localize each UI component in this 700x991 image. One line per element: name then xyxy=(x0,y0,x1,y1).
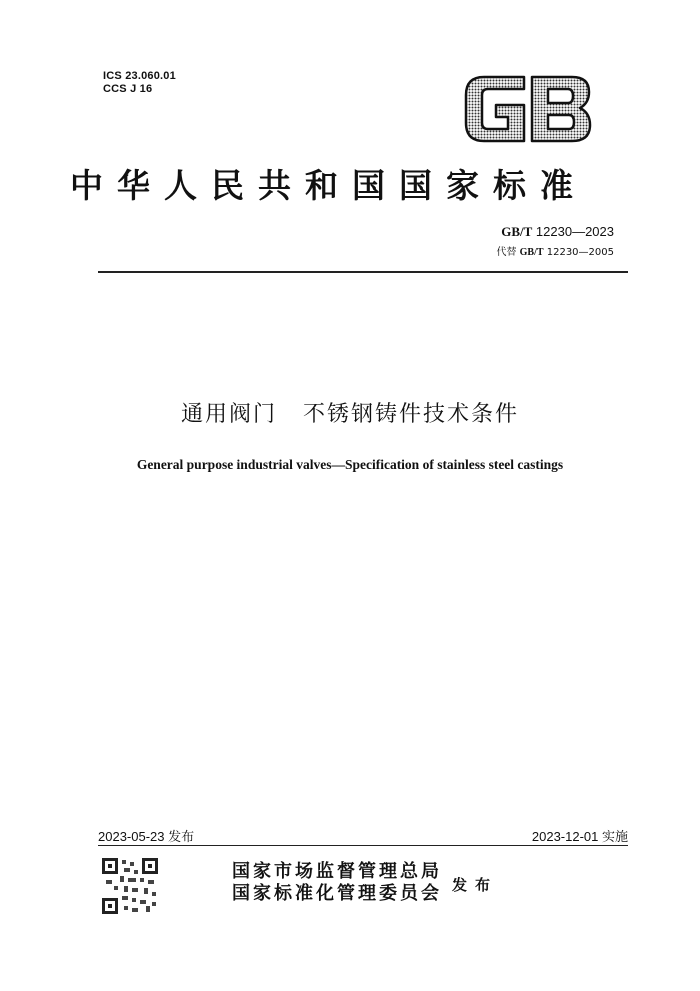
replace-prefix: GB/T xyxy=(519,247,544,258)
bottom-divider xyxy=(98,845,628,846)
title-cn-part2: 不锈钢铸件技术条件 xyxy=(303,402,520,427)
gb-logo-icon xyxy=(462,73,594,145)
replace-number: 12230—2005 xyxy=(546,247,614,258)
title-cn-part1: 通用阀门 xyxy=(180,402,277,427)
title-english: General purpose industrial valves—Specification of stainless steel castings xyxy=(136,457,564,472)
issuer-samr: 国家市场监督管理总局 xyxy=(232,861,442,882)
standard-code xyxy=(501,224,614,240)
qr-code-icon xyxy=(102,858,158,914)
replaced-standard xyxy=(496,243,614,258)
issuing-authorities xyxy=(232,861,442,905)
issuer-sac: 国家标准化管理委员会 xyxy=(232,883,442,904)
classification-codes xyxy=(103,70,176,96)
replace-label: 代替 xyxy=(496,247,517,258)
standard-code-number: 12230—2023 xyxy=(535,224,614,239)
ics-code: ICS 23.060.01 xyxy=(103,70,176,82)
title-chinese xyxy=(0,397,700,428)
implement-date: 2023-12-01 实施 xyxy=(531,829,628,844)
publish-date: 2023-05-23 发布 xyxy=(98,829,195,844)
top-divider xyxy=(98,271,628,273)
issue-label: 发布 xyxy=(452,876,499,894)
standard-code-prefix: GB/T xyxy=(501,224,533,239)
ccs-code: CCS J 16 xyxy=(103,83,153,95)
standard-type-heading: 中华人民共和国国家标准 xyxy=(70,166,587,205)
